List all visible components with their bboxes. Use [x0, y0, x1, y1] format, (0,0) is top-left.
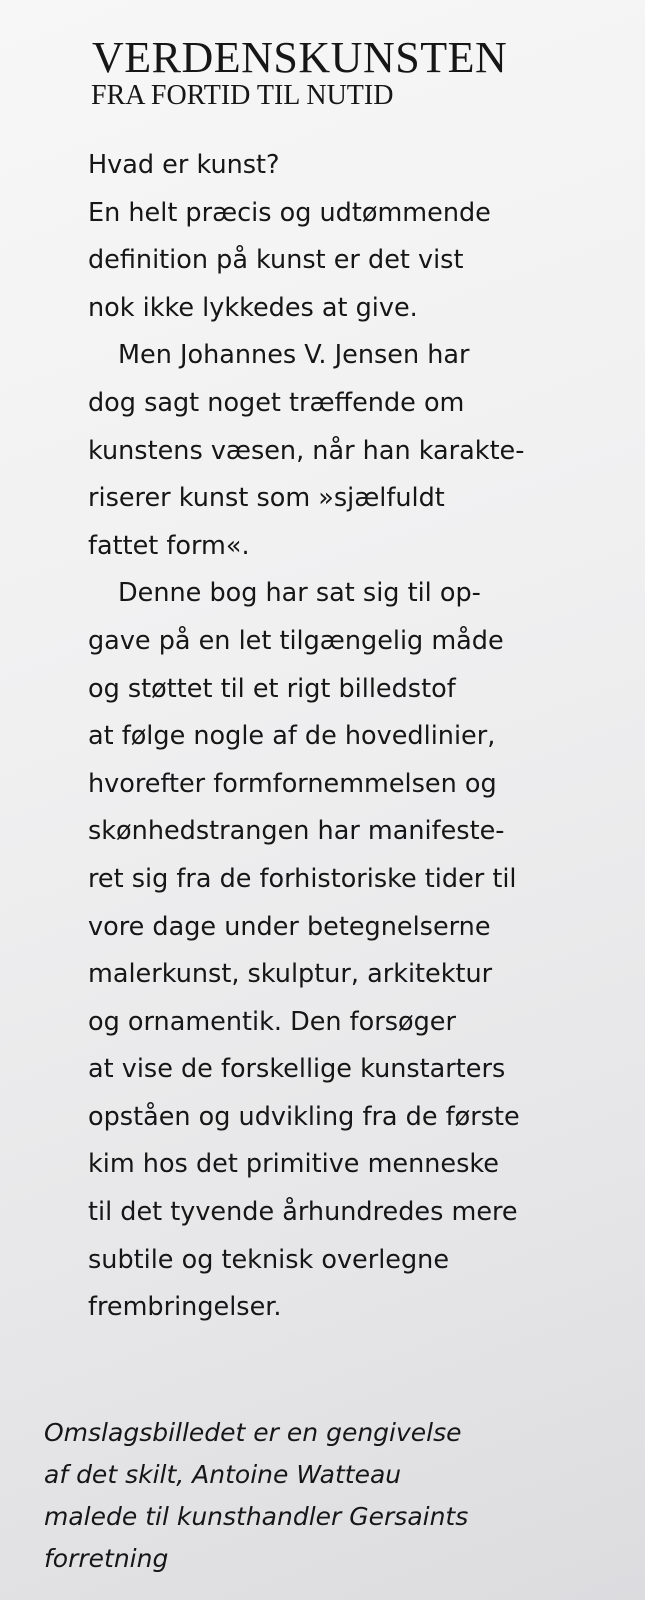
text-line: og ornamentik. Den forsøger [88, 1006, 456, 1037]
text-line: kim hos det primitive menneske [88, 1149, 499, 1180]
note-line: af det skilt, Antoine Watteau [44, 1460, 402, 1489]
blurb-text [88, 142, 524, 1332]
text-line: nok ikke lykkedes at give. [88, 292, 418, 323]
text-line: og støttet til et rigt billedstof [88, 673, 456, 704]
text-line: gave på en let tilgængelig måde [88, 625, 504, 656]
text-line: riserer kunst som »sjælfuldt [88, 483, 445, 514]
text-line: skønhedstrangen har manifeste- [88, 816, 505, 847]
text-line: dog sagt noget træffende om [88, 387, 465, 418]
text-line: subtile og teknisk overlegne [88, 1244, 450, 1275]
text-line: Men Johannes V. Jensen har [118, 340, 470, 371]
text-line: Hvad er kunst? [88, 150, 280, 180]
cover-note [44, 1412, 468, 1580]
text-line: fattet form«. [88, 530, 250, 561]
text-line: hvorefter formfornemmelsen og [88, 768, 497, 799]
text-line: kunstens væsen, når han karakte- [88, 435, 525, 466]
text-line: Denne bog har sat sig til op- [118, 578, 481, 609]
text-line: definition på kunst er det vist [88, 245, 464, 276]
text-line: vore dage under betegnelserne [88, 911, 491, 942]
text-line: at følge nogle af de hovedlinier, [88, 721, 496, 752]
note-line: malede til kunsthandler Gersaints [44, 1502, 469, 1531]
text-line: frembringelser. [88, 1292, 282, 1323]
note-line: forretning [44, 1544, 169, 1573]
text-line: En helt præcis og udtømmende [88, 197, 491, 228]
note-line: Omslagsbilledet er en gengivelse [44, 1418, 462, 1447]
text-line: til det tyvende århundredes mere [88, 1197, 518, 1228]
text-line: at vise de forskellige kunstarters [88, 1054, 506, 1085]
text-line: malerkunst, skulptur, arkitektur [88, 959, 493, 990]
book-subtitle: FRA FORTID TIL NUTID [91, 80, 394, 111]
text-line: opståen og udvikling fra de første [88, 1101, 520, 1132]
book-title: VERDENSKUNSTEN [92, 33, 508, 82]
text-line: ret sig fra de forhistoriske tider til [88, 863, 517, 894]
